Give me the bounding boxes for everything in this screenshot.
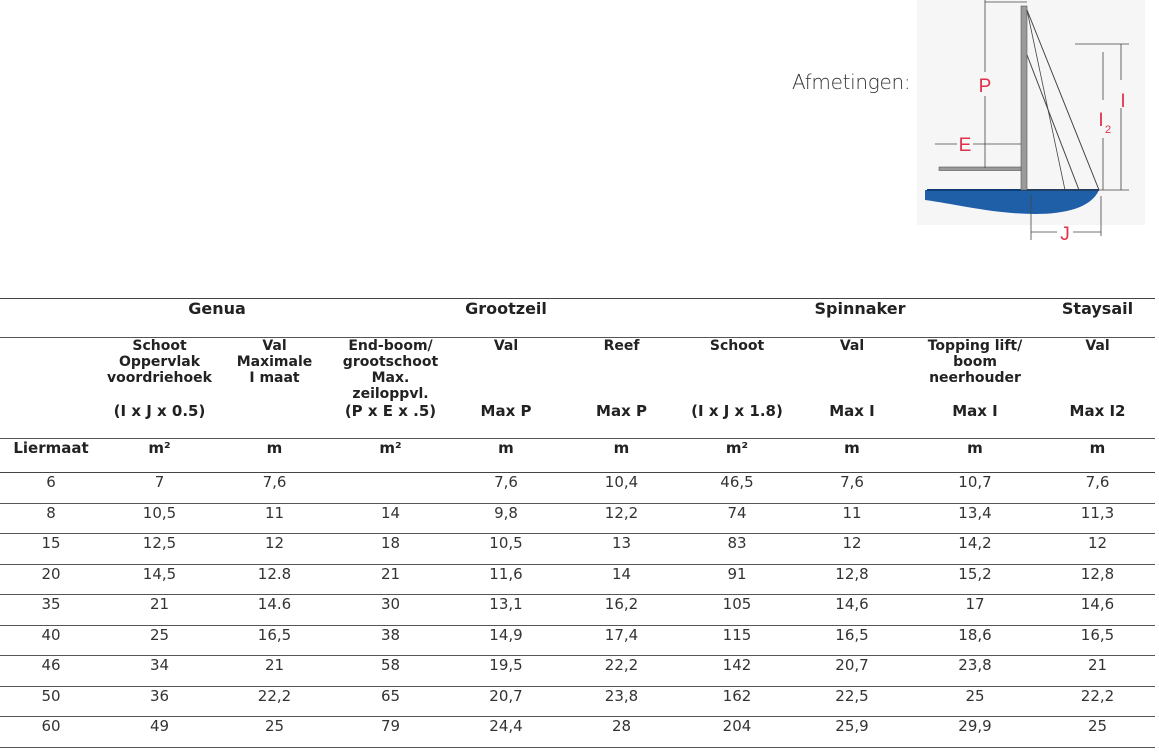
table-cell: 12,8 [1040,564,1155,595]
table-cell: 23,8 [563,686,680,717]
liermaat-cell: 20 [0,564,102,595]
sub-header-7: Val [839,338,865,354]
table-cell: 38 [332,625,449,656]
table-cell: 11,3 [1040,503,1155,534]
table-row [0,717,1155,748]
formula-cell-1: (I x J x 0.5) [102,402,217,439]
table-cell: 25 [217,717,332,748]
table-cell: 17,4 [563,625,680,656]
table-cell: 91 [680,564,794,595]
unit-cell-5: m [563,439,680,473]
table-cell: 25 [1040,717,1155,748]
formula-cell-9: Max I2 [1040,402,1155,439]
liermaat-cell: 15 [0,534,102,565]
sub-header-6: Schoot [709,338,765,354]
table-cell: 13 [563,534,680,565]
sub-header-row [0,338,1155,403]
table-cell: 36 [102,686,217,717]
table-cell: 22,2 [563,656,680,687]
sub-header-3: End-boom/ grootschoot Max. zeiloppvl. [342,338,439,402]
table-cell: 58 [332,656,449,687]
liermaat-cell: 6 [0,473,102,504]
sub-header-5: Reef [603,338,640,354]
table-row [0,625,1155,656]
table-cell: 22,2 [1040,686,1155,717]
formula-cell-3: (P x E x .5) [332,402,449,439]
label-j: J [1060,224,1070,245]
table-cell: 12.8 [217,564,332,595]
table-cell: 10,5 [102,503,217,534]
table-cell: 16,2 [563,595,680,626]
unit-row [0,439,1155,473]
table-cell: 21 [102,595,217,626]
sub-header-1: Schoot Oppervlak voordriehoek [107,338,212,386]
table-cell: 16,5 [217,625,332,656]
table-cell: 18 [332,534,449,565]
table-cell: 11,6 [449,564,563,595]
table-cell: 14,6 [1040,595,1155,626]
table-row [0,595,1155,626]
group-genua: Genua [102,299,332,338]
label-i: I [1120,91,1126,112]
table-cell: 14.6 [217,595,332,626]
table-cell: 49 [102,717,217,748]
table-cell: 34 [102,656,217,687]
label-p: P [978,76,992,97]
label-i2-subscript: 2 [1104,124,1112,136]
unit-cell-1: m² [102,439,217,473]
table-cell: 14,5 [102,564,217,595]
table-cell: 19,5 [449,656,563,687]
unit-cell-3: m² [332,439,449,473]
sub-header-4: Val [493,338,519,354]
table-cell: 10,7 [910,473,1040,504]
sub-header-9: Val [1085,338,1110,354]
table-row [0,534,1155,565]
table-cell: 7 [102,473,217,504]
table-cell: 12 [794,534,910,565]
table-cell: 115 [680,625,794,656]
table-cell: 20,7 [794,656,910,687]
boom [939,167,1021,171]
group-staysail: Staysail [1040,299,1155,338]
sub-header-2: Val Maximale I maat [236,338,313,386]
table-cell: 162 [680,686,794,717]
table-cell: 12 [217,534,332,565]
table-cell: 7,6 [449,473,563,504]
table-cell: 7,6 [1040,473,1155,504]
table-row [0,473,1155,504]
table-cell: 12,5 [102,534,217,565]
table-cell: 11 [794,503,910,534]
formula-cell-4: Max P [449,402,563,439]
sub-header-8: Topping lift/ boom neerhouder [927,338,1023,386]
table-cell: 12,2 [563,503,680,534]
table-cell: 7,6 [794,473,910,504]
mast [1021,6,1027,190]
table-cell: 14,2 [910,534,1040,565]
table-cell: 18,6 [910,625,1040,656]
table-cell: 20,7 [449,686,563,717]
table-cell: 16,5 [794,625,910,656]
table-cell: 7,6 [217,473,332,504]
formula-cell-6: (I x J x 1.8) [680,402,794,439]
label-e: E [958,135,972,156]
table-cell: 12,8 [794,564,910,595]
table-cell: 14 [563,564,680,595]
unit-cell-4: m [449,439,563,473]
table-cell: 83 [680,534,794,565]
liermaat-cell: 50 [0,686,102,717]
table-cell: 25 [910,686,1040,717]
table-cell: 11 [217,503,332,534]
table-cell: 13,1 [449,595,563,626]
table-cell: 24,4 [449,717,563,748]
liermaat-cell: 35 [0,595,102,626]
liermaat-cell: 46 [0,656,102,687]
table-cell: 30 [332,595,449,626]
unit-cell-7: m [794,439,910,473]
table-cell: 25,9 [794,717,910,748]
table-cell: 13,4 [910,503,1040,534]
sub-header-0 [0,338,102,403]
table-cell: 22,2 [217,686,332,717]
unit-cell-2: m [217,439,332,473]
winch-size-table [0,298,1155,748]
formula-cell-8: Max I [910,402,1040,439]
table-row [0,656,1155,687]
table-cell: 74 [680,503,794,534]
sailboat-dimensions-diagram [915,0,1147,258]
unit-cell-6: m² [680,439,794,473]
table-cell: 65 [332,686,449,717]
unit-cell-8: m [910,439,1040,473]
afmetingen-label: Afmetingen: [792,70,911,94]
unit-cell-0: Liermaat [0,439,102,473]
table-cell: 23,8 [910,656,1040,687]
formula-row [0,402,1155,439]
table-cell: 46,5 [680,473,794,504]
table-cell: 15,2 [910,564,1040,595]
table-cell: 28 [563,717,680,748]
table-row [0,503,1155,534]
group-grootzeil: Grootzeil [332,299,680,338]
formula-cell-5: Max P [563,402,680,439]
table-cell: 21 [332,564,449,595]
table-cell: 22,5 [794,686,910,717]
label-i2: I [1098,110,1104,131]
table-row [0,564,1155,595]
table-cell: 14,6 [794,595,910,626]
liermaat-cell: 40 [0,625,102,656]
table-cell: 12 [1040,534,1155,565]
table-cell [332,473,449,504]
table-cell: 79 [332,717,449,748]
table-cell: 14 [332,503,449,534]
table-cell: 204 [680,717,794,748]
formula-cell-7: Max I [794,402,910,439]
table-cell: 21 [1040,656,1155,687]
table-cell: 10,5 [449,534,563,565]
liermaat-cell: 60 [0,717,102,748]
table-cell: 21 [217,656,332,687]
table-cell: 29,9 [910,717,1040,748]
group-spinnaker: Spinnaker [680,299,1040,338]
formula-cell-2 [217,402,332,439]
table-cell: 142 [680,656,794,687]
table-cell: 10,4 [563,473,680,504]
table-cell: 17 [910,595,1040,626]
table-cell: 14,9 [449,625,563,656]
table-cell: 9,8 [449,503,563,534]
liermaat-cell: 8 [0,503,102,534]
formula-cell-0 [0,402,102,439]
table-row [0,686,1155,717]
table-cell: 16,5 [1040,625,1155,656]
table-cell: 25 [102,625,217,656]
group-header-row [0,299,1155,338]
table-cell: 105 [680,595,794,626]
unit-cell-9: m [1040,439,1155,473]
